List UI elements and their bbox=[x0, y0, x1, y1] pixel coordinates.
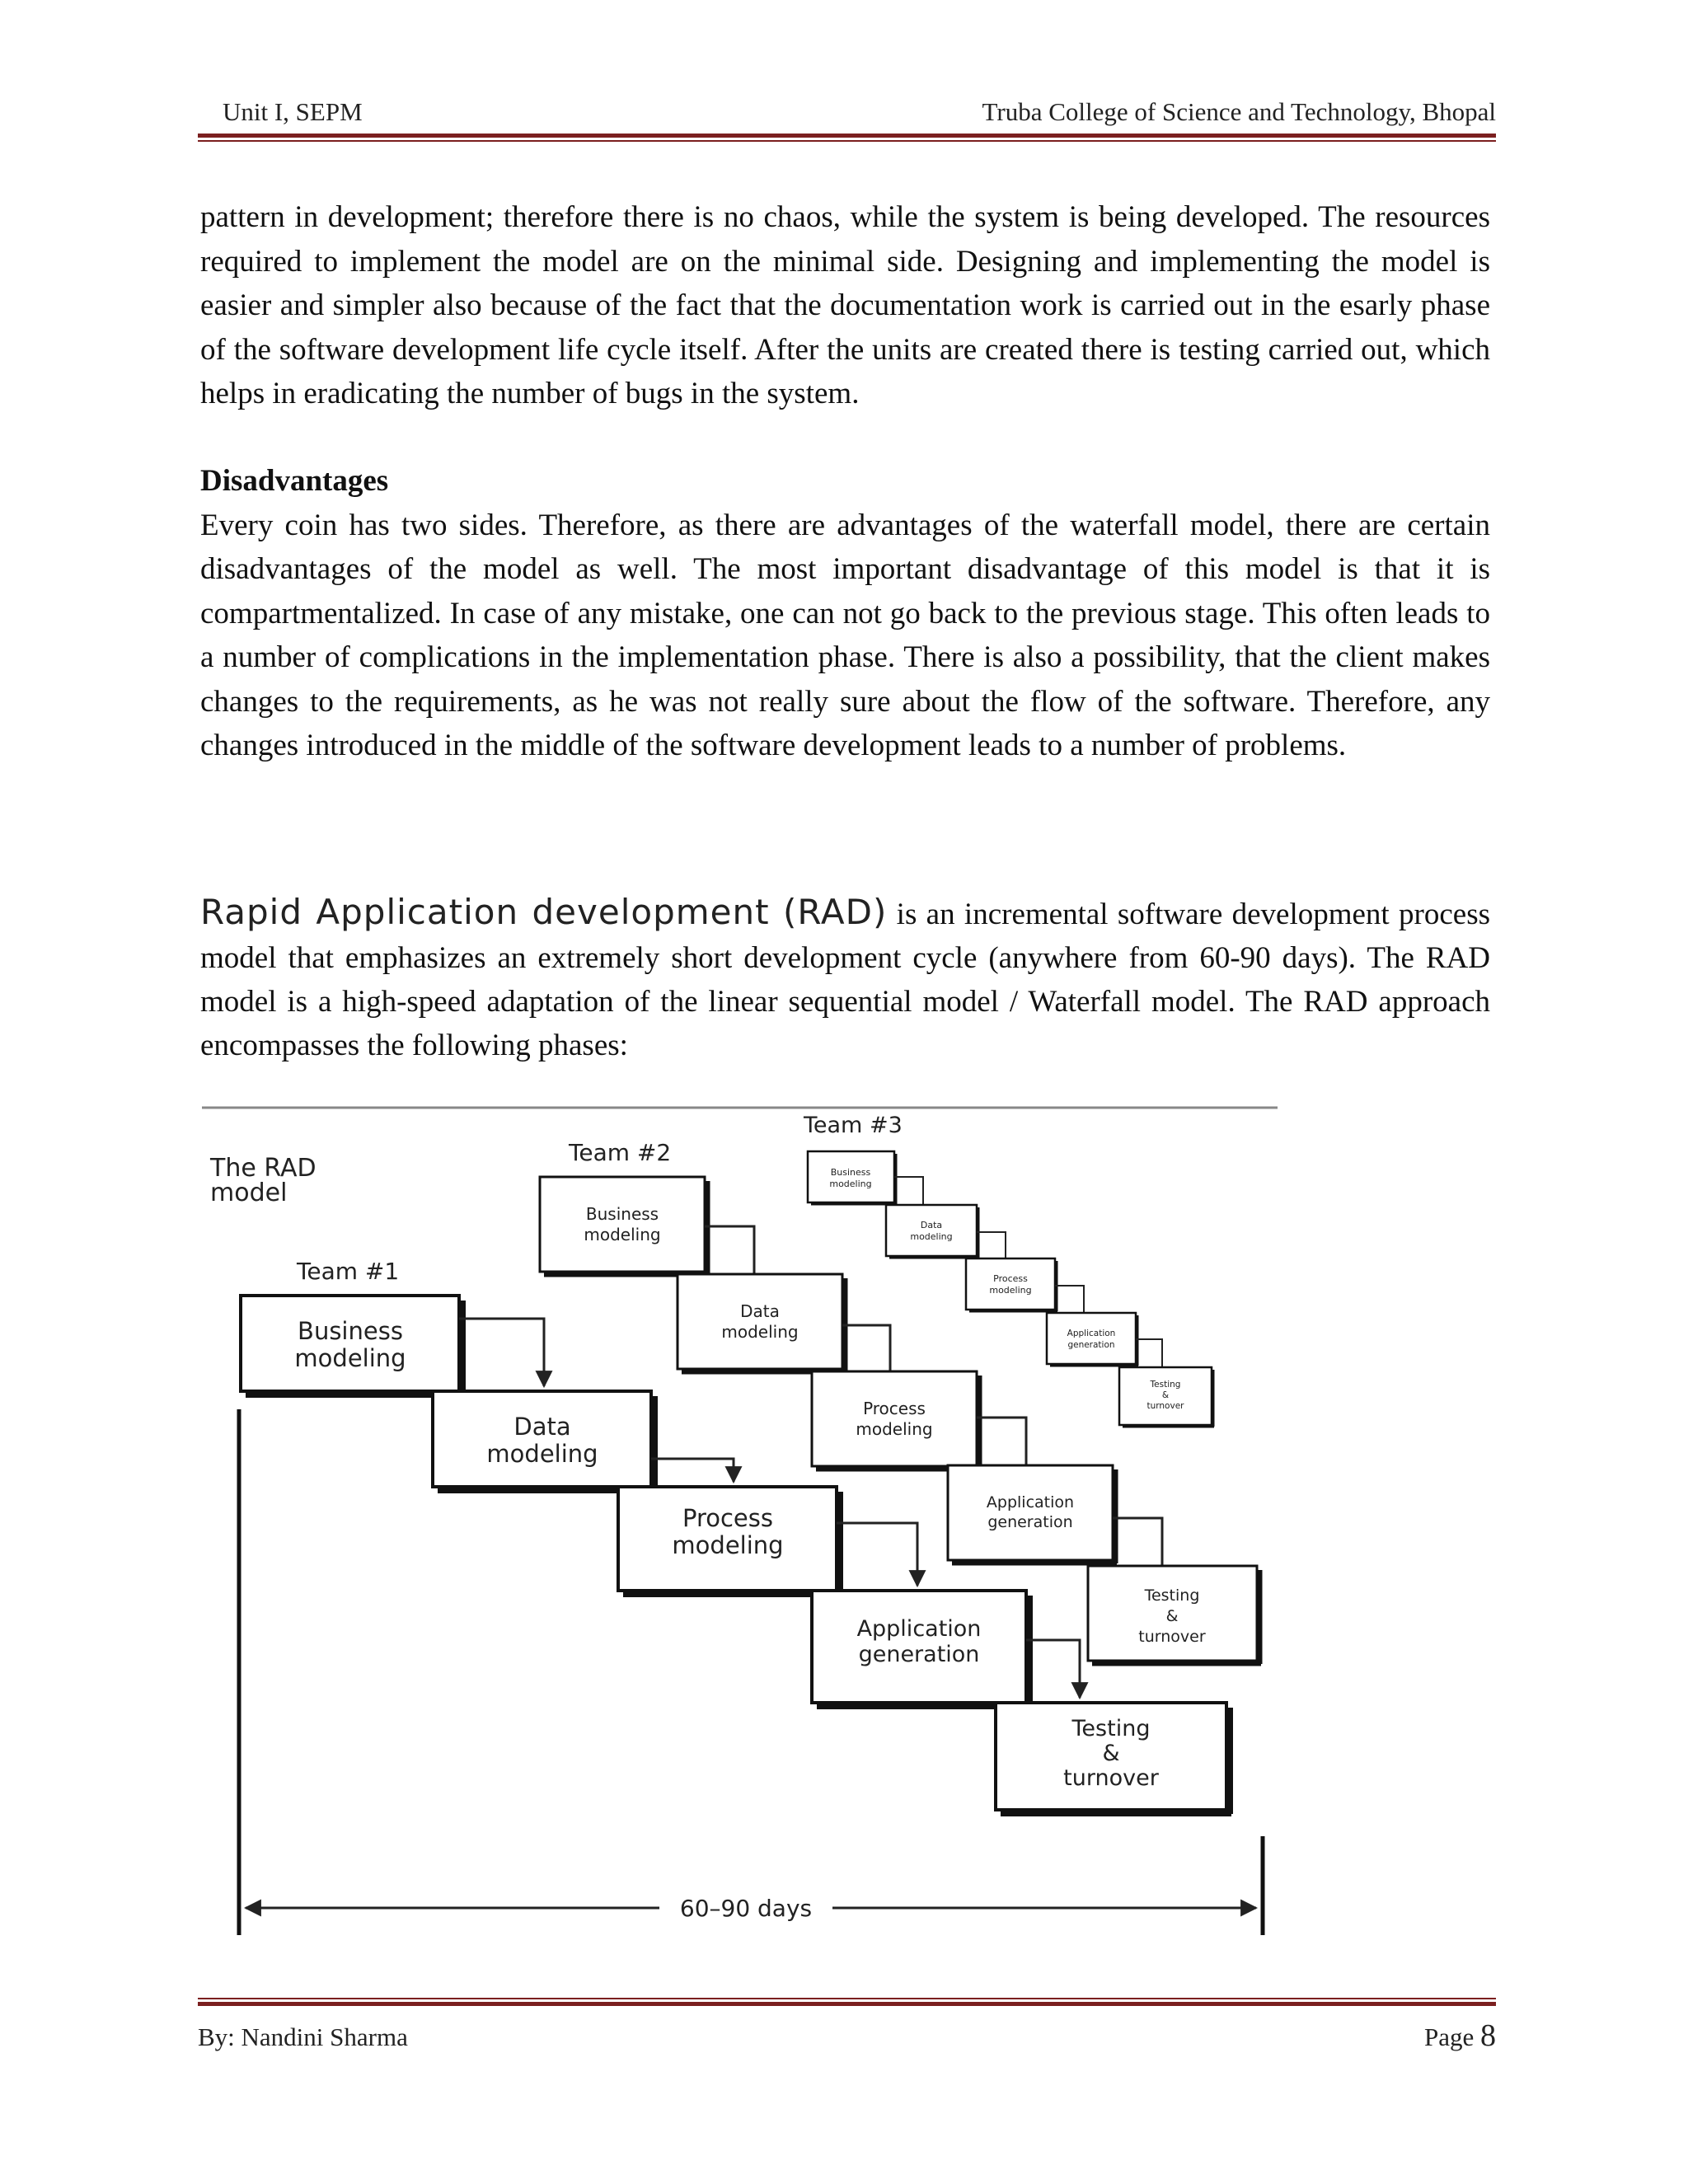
team2-label: Team #2 bbox=[569, 1139, 672, 1166]
team2-app-box bbox=[948, 1465, 1117, 1563]
disadvantages-section bbox=[200, 459, 1490, 768]
header-rule-thin bbox=[198, 140, 1496, 142]
team1-label: Team #1 bbox=[297, 1258, 400, 1285]
team3-connector-4 bbox=[1136, 1339, 1162, 1366]
svg-text:modeling: modeling bbox=[910, 1231, 953, 1242]
svg-text:modeling: modeling bbox=[584, 1225, 661, 1244]
page-header bbox=[198, 97, 1496, 127]
team3-connector-1 bbox=[894, 1177, 923, 1205]
team2-connector-3 bbox=[977, 1418, 1026, 1465]
svg-text:modeling: modeling bbox=[856, 1419, 933, 1439]
svg-text:generation: generation bbox=[987, 1513, 1073, 1531]
team3-label: Team #3 bbox=[804, 1113, 903, 1138]
team2-process-box bbox=[812, 1371, 981, 1469]
team3-business-box bbox=[808, 1151, 897, 1204]
team1-business-box bbox=[241, 1296, 464, 1395]
svg-text:modeling: modeling bbox=[829, 1179, 872, 1189]
team2-business-box bbox=[540, 1177, 709, 1275]
header-rule-thick bbox=[198, 134, 1496, 138]
svg-text:Business: Business bbox=[830, 1167, 871, 1178]
rad-title: Rapid Application development (RAD) bbox=[200, 892, 888, 932]
svg-text:turnover: turnover bbox=[1146, 1401, 1184, 1411]
svg-text:Application: Application bbox=[1067, 1329, 1116, 1338]
svg-text:turnover: turnover bbox=[1138, 1628, 1206, 1646]
team3-test-box bbox=[1119, 1367, 1214, 1427]
team1-data-box bbox=[433, 1391, 656, 1491]
svg-text:modeling: modeling bbox=[486, 1440, 598, 1468]
page-footer bbox=[198, 2018, 1496, 2054]
svg-text:Testing: Testing bbox=[1144, 1586, 1200, 1605]
svg-text:generation: generation bbox=[858, 1642, 980, 1667]
header-college: Truba College of Science and Technology, Bhopal bbox=[982, 97, 1496, 126]
rad-text: is an incremental software development process model that emphasizes an extremely short development cycle (anywhere from 60-90 days). The RAD model is a high-speed adaptation of the linear sequential model / Waterfall model. The RAD approach encompasses the following phases: bbox=[200, 898, 1491, 1062]
svg-text:Process: Process bbox=[993, 1273, 1028, 1284]
team3-data-box bbox=[886, 1205, 979, 1258]
svg-text:Data: Data bbox=[920, 1220, 943, 1230]
footer-author: By: Nandini Sharma bbox=[198, 2022, 408, 2051]
svg-text:generation: generation bbox=[1067, 1340, 1115, 1350]
svg-text:modeling: modeling bbox=[721, 1322, 799, 1342]
diagram-title: The RAD bbox=[210, 1154, 316, 1183]
team1-process-box bbox=[618, 1487, 842, 1595]
footer-page bbox=[1424, 2018, 1496, 2054]
team1-arrow-2 bbox=[651, 1459, 734, 1482]
team2-test-box bbox=[1088, 1566, 1261, 1664]
rad-model-diagram bbox=[198, 1096, 1286, 1945]
svg-text:Application: Application bbox=[856, 1616, 982, 1642]
team1-arrow-1 bbox=[459, 1319, 544, 1386]
svg-text:Business: Business bbox=[585, 1204, 659, 1224]
timeline-duration-label: 60–90 days bbox=[679, 1895, 813, 1922]
footer-rule-thin bbox=[198, 1998, 1496, 1999]
team3-app-box bbox=[1047, 1313, 1138, 1366]
svg-text:modeling: modeling bbox=[672, 1531, 784, 1559]
team1-test-box bbox=[996, 1703, 1231, 1814]
team3-connector-3 bbox=[1055, 1286, 1084, 1312]
diagram-title-2: model bbox=[210, 1179, 288, 1207]
team3-process-box bbox=[966, 1258, 1057, 1311]
team1-app-box bbox=[812, 1591, 1031, 1707]
disadvantages-heading: Disadvantages bbox=[200, 464, 389, 498]
svg-text:modeling: modeling bbox=[294, 1344, 406, 1372]
footer-rule-thick bbox=[198, 2002, 1496, 2006]
svg-text:Business: Business bbox=[298, 1317, 403, 1345]
disadvantages-text: Every coin has two sides. Therefore, as there are advantages of the waterfall model, there are certain disadvantages of the model as well. The most important disadvantage of this model is that it is compartmentalized. In case of any mistake, one can not go back to the previous stage. This often leads to a number of complications in the implementation phase. There is also a possibility, that the client makes changes to the requirements, as he was not really sure about the flow of the software. Therefore, any changes introduced in the middle of the software development leads to a number of problems. bbox=[200, 508, 1490, 762]
footer-page-number: 8 bbox=[1480, 2018, 1496, 2053]
svg-text:Process: Process bbox=[863, 1399, 926, 1418]
header-unit: Unit I, SEPM bbox=[223, 97, 363, 126]
team3-connector-2 bbox=[977, 1232, 1006, 1258]
svg-text:&: & bbox=[1165, 1607, 1179, 1625]
rad-paragraph bbox=[200, 890, 1490, 1067]
team1-arrow-4 bbox=[1026, 1640, 1080, 1698]
svg-text:modeling: modeling bbox=[989, 1285, 1032, 1296]
team2-connector-1 bbox=[705, 1226, 754, 1273]
svg-text:Process: Process bbox=[682, 1504, 774, 1532]
svg-text:Testing: Testing bbox=[1071, 1716, 1151, 1741]
team1-arrow-3 bbox=[837, 1523, 917, 1586]
svg-text:&: & bbox=[1102, 1741, 1120, 1766]
team2-data-box bbox=[678, 1274, 846, 1372]
intro-paragraph: pattern in development; therefore there is no chaos, while the system is being developed. The resources required to implement the model are on the minimal side. Designing and implementing the model is easier and simpler also because of the fact that the documentation work is carried out in the esarly phase of the software development life cycle itself. After the units are created there is testing carried out, which helps in eradicating the number of bugs in the system. bbox=[200, 200, 1490, 410]
svg-text:Data: Data bbox=[740, 1301, 780, 1321]
svg-text:Application: Application bbox=[986, 1493, 1075, 1511]
footer-page-label: Page bbox=[1423, 2022, 1475, 2051]
svg-text:Data: Data bbox=[513, 1413, 571, 1441]
svg-text:&: & bbox=[1161, 1390, 1170, 1400]
team2-connector-2 bbox=[842, 1325, 890, 1371]
team2-connector-4 bbox=[1113, 1518, 1162, 1566]
svg-text:Testing: Testing bbox=[1150, 1380, 1181, 1390]
svg-text:turnover: turnover bbox=[1063, 1765, 1159, 1791]
